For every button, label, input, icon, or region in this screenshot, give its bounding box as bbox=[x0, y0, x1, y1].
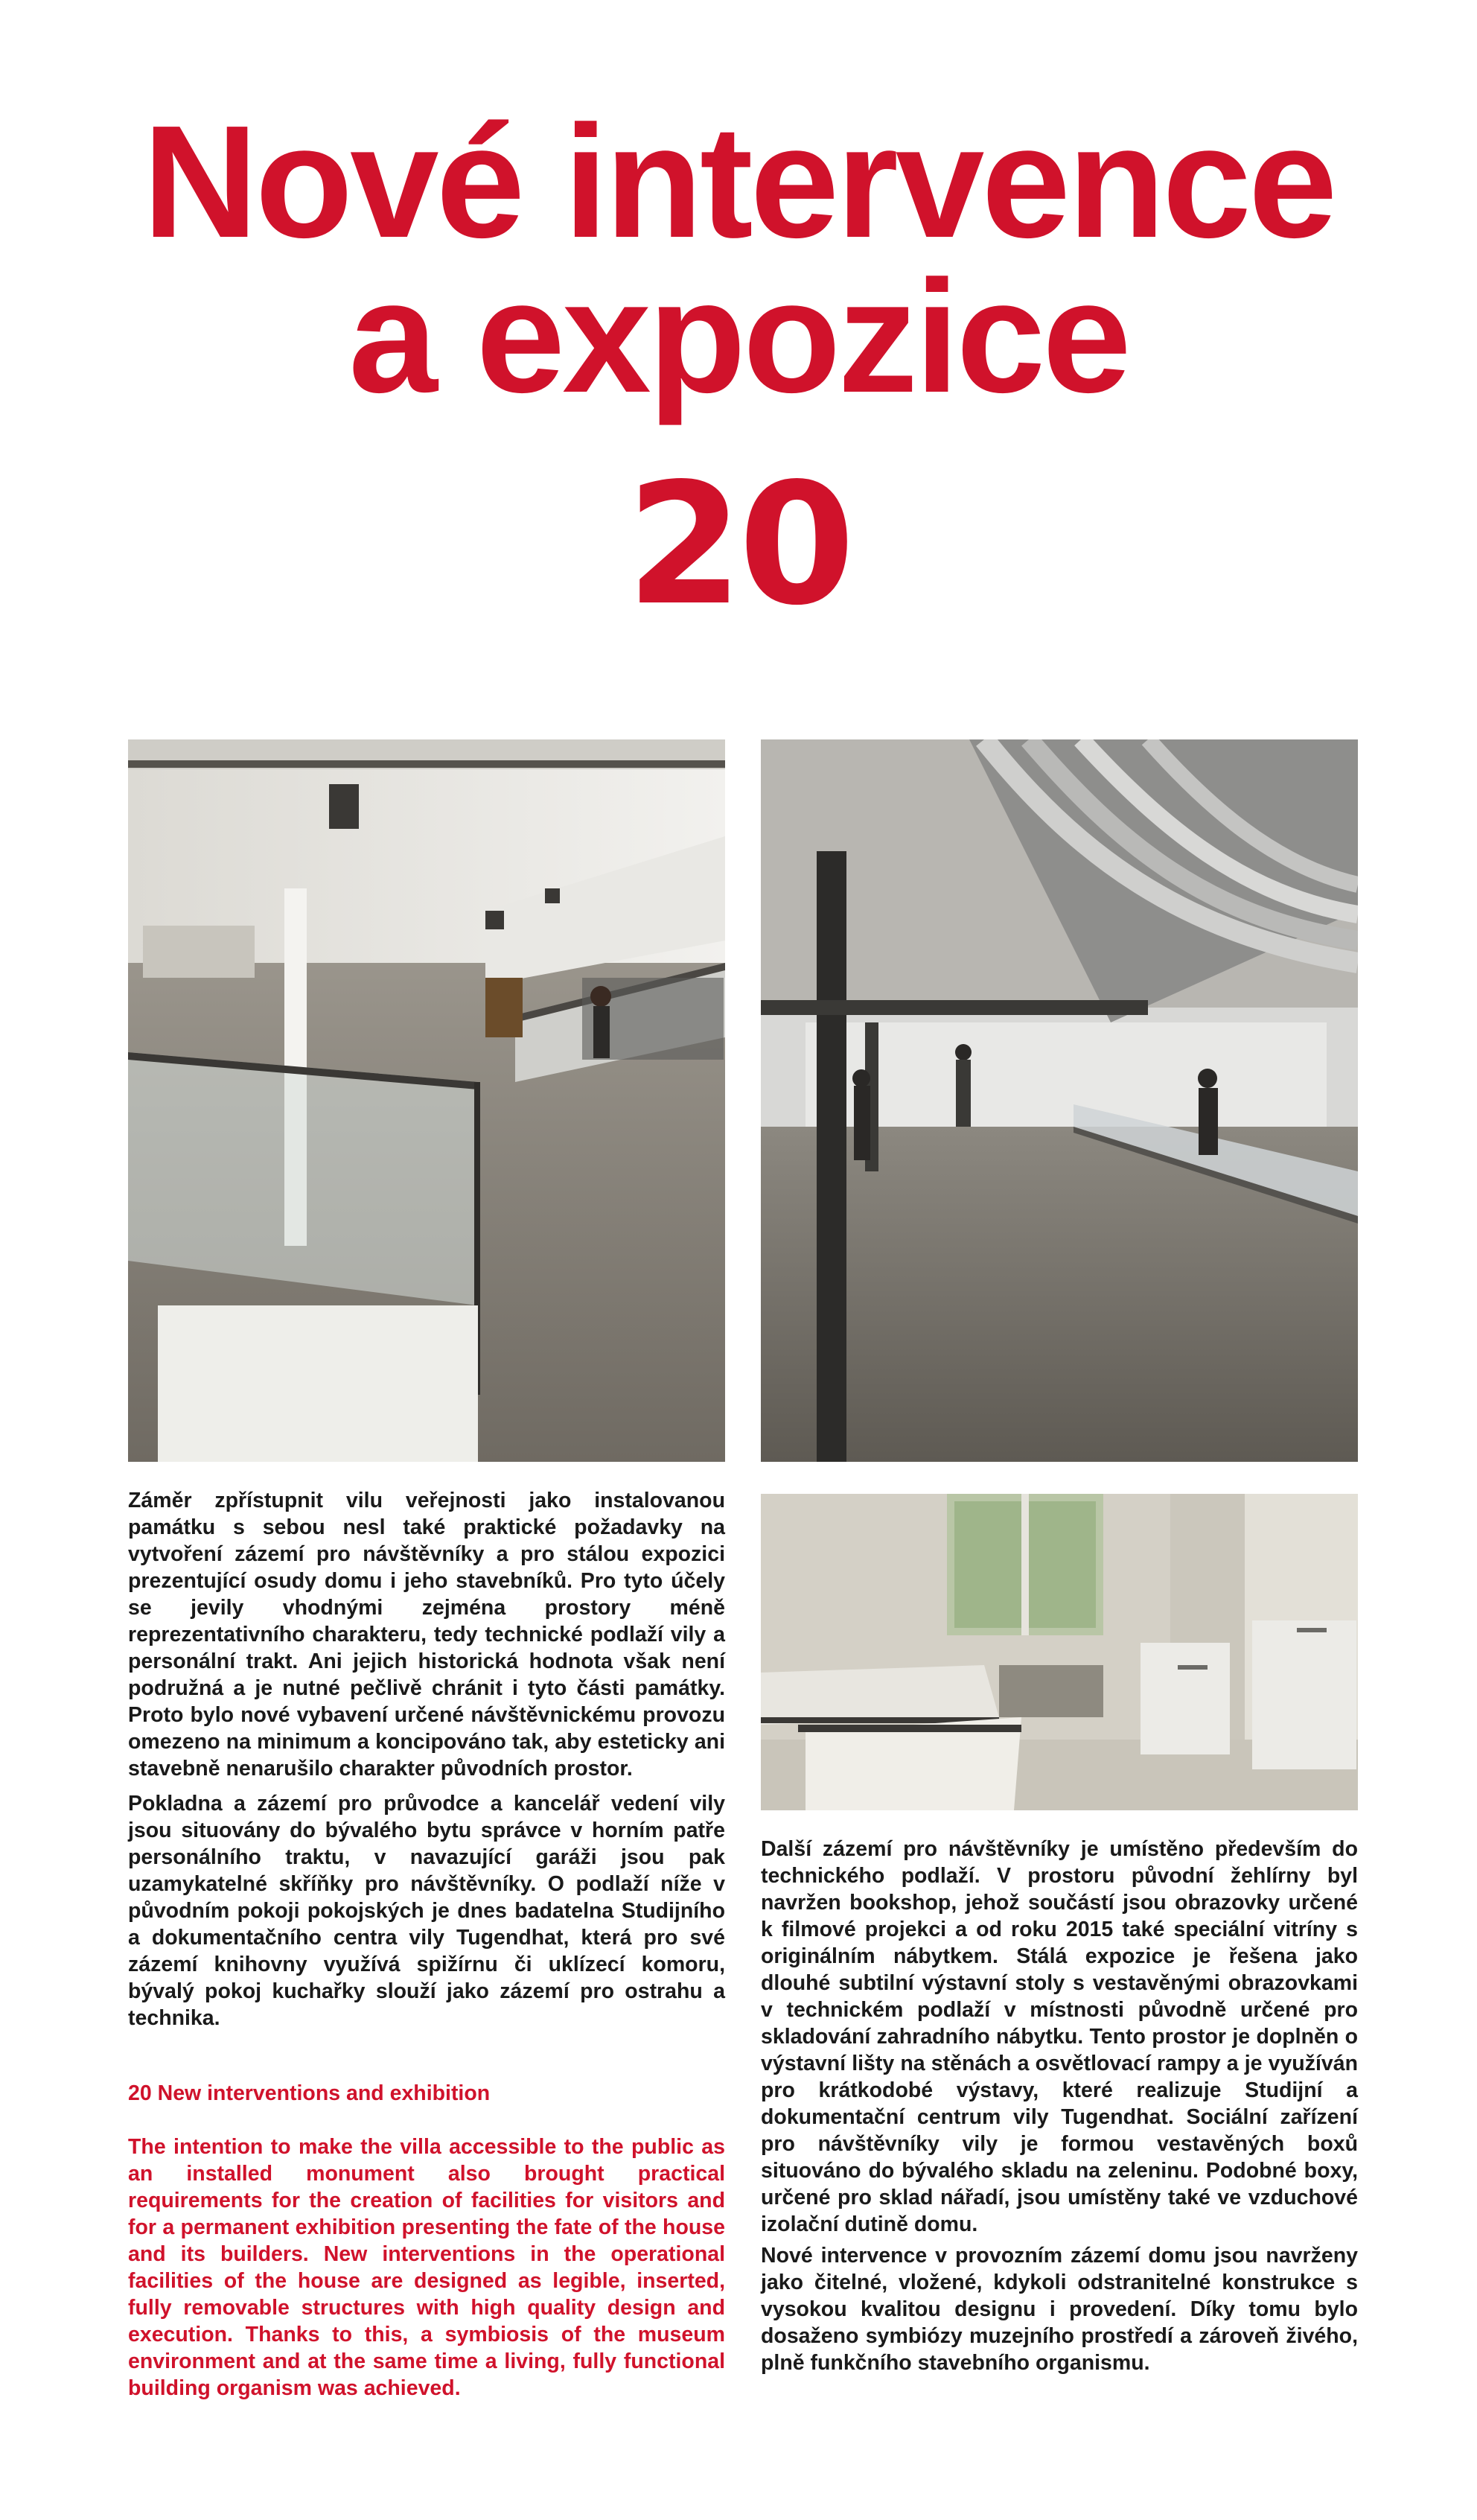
english-heading: 20 New interventions and exhibition bbox=[128, 2081, 491, 2105]
czech-paragraph-4: Nové intervence v provozním zázemí domu jsou navrženy jako čitelné, vložené, kdykoli odstranitelné konstrukce s vysokou kvalitou designu i provedení. Díky tomu bylo dosaženo symbiózy muzejního prostředí a zároveň živého, plně funkčního stavebního organismu. bbox=[761, 2244, 1358, 2375]
czech-paragraph-3: Další zázemí pro návštěvníky je umístěno především do technického podlaží. V prostoru původní žehlírny byl navržen bookshop, jehož součástí jsou obrazovky určené k filmové projekci a od roku 2015 také speciální vitríny s originálním nábytkem. Stálá expozice je řešena jako dlouhé subtilní výstavní stoly s vestavěnými obrazovkami v technickém podlaží v místnosti původně určené pro skladování zahradního nábytku. Tento prostor je doplněn o výstavní lišty na stěnách a osvětlovací rampy a je využíván pro krátkodobé výstavy, které realizuje Studijní a dokumentační centrum vily Tugendhat. Sociální zařízení pro návštěvníky vily je formou vestavěných boxů situováno do bývalého skladu na zeleninu. Podobné boxy, určené pro sklad nářadí, jsou umístěny také ve vzduchové izolační dutině domu. bbox=[761, 1837, 1358, 2236]
english-paragraph: The intention to make the villa accessible to the public as an installed monument also brought practical requirements for the creation of facilities for visitors and for a permanent exhibition presenting the fate of the house and its builders. New interventions in the operational facilities of the house are designed as legible, inserted, fully removable structures with high quality design and execution. Thanks to this, a symbiosis of the museum environment and at the same time a living, fully functional building organism was achieved. bbox=[128, 2135, 725, 2400]
title-line-1: Nové intervence bbox=[142, 92, 1335, 271]
czech-paragraph-1: Záměr zpřístupnit vilu veřejnosti jako instalovanou památku s sebou nesl také praktické požadavky na vytvoření zázemí pro návštěvníky a pro stálou expozici prezentující osudy domu i jeho stavebníků. Pro tyto účely se jevily vhodnými zejména prostory méně reprezentativního charakteru, tedy technické podlaží vily a personální trakt. Ani jejich historická hodnota však není podružná a je nutné pečlivě chránit i tyto části památky. Proto bylo nové vybavení určené návštěvnickému provozu omezeno na minimum a koncipováno tak, aby esteticky ani stavebně nenarušilo charakter původních prostor. bbox=[128, 1489, 725, 1781]
photo-technical-floor bbox=[761, 739, 1358, 1462]
photo-exhibition-room bbox=[128, 739, 725, 1462]
page-title bbox=[0, 92, 1477, 426]
photo-facilities-room bbox=[761, 1494, 1358, 1810]
section-number: 20 bbox=[626, 448, 851, 643]
czech-paragraph-2: Pokladna a zázemí pro průvodce a kancelář vedení vily jsou situovány do bývalého bytu správce v horním patře personálního traktu, v navazující garáži jsou pak uzamykatelné skříňky pro návštěvníky. O podlaží níže v původním pokoji pokojských je dnes badatelna Studijního a dokumentačního centra vily Tugendhat, která pro své zázemí knihovny využívá spižírnu či uklízecí komoru, bývalý pokoj kuchařky slouží jako zázemí pro ostrahu a technika. bbox=[128, 1792, 725, 2030]
title-line-2: a expozice bbox=[348, 246, 1129, 426]
